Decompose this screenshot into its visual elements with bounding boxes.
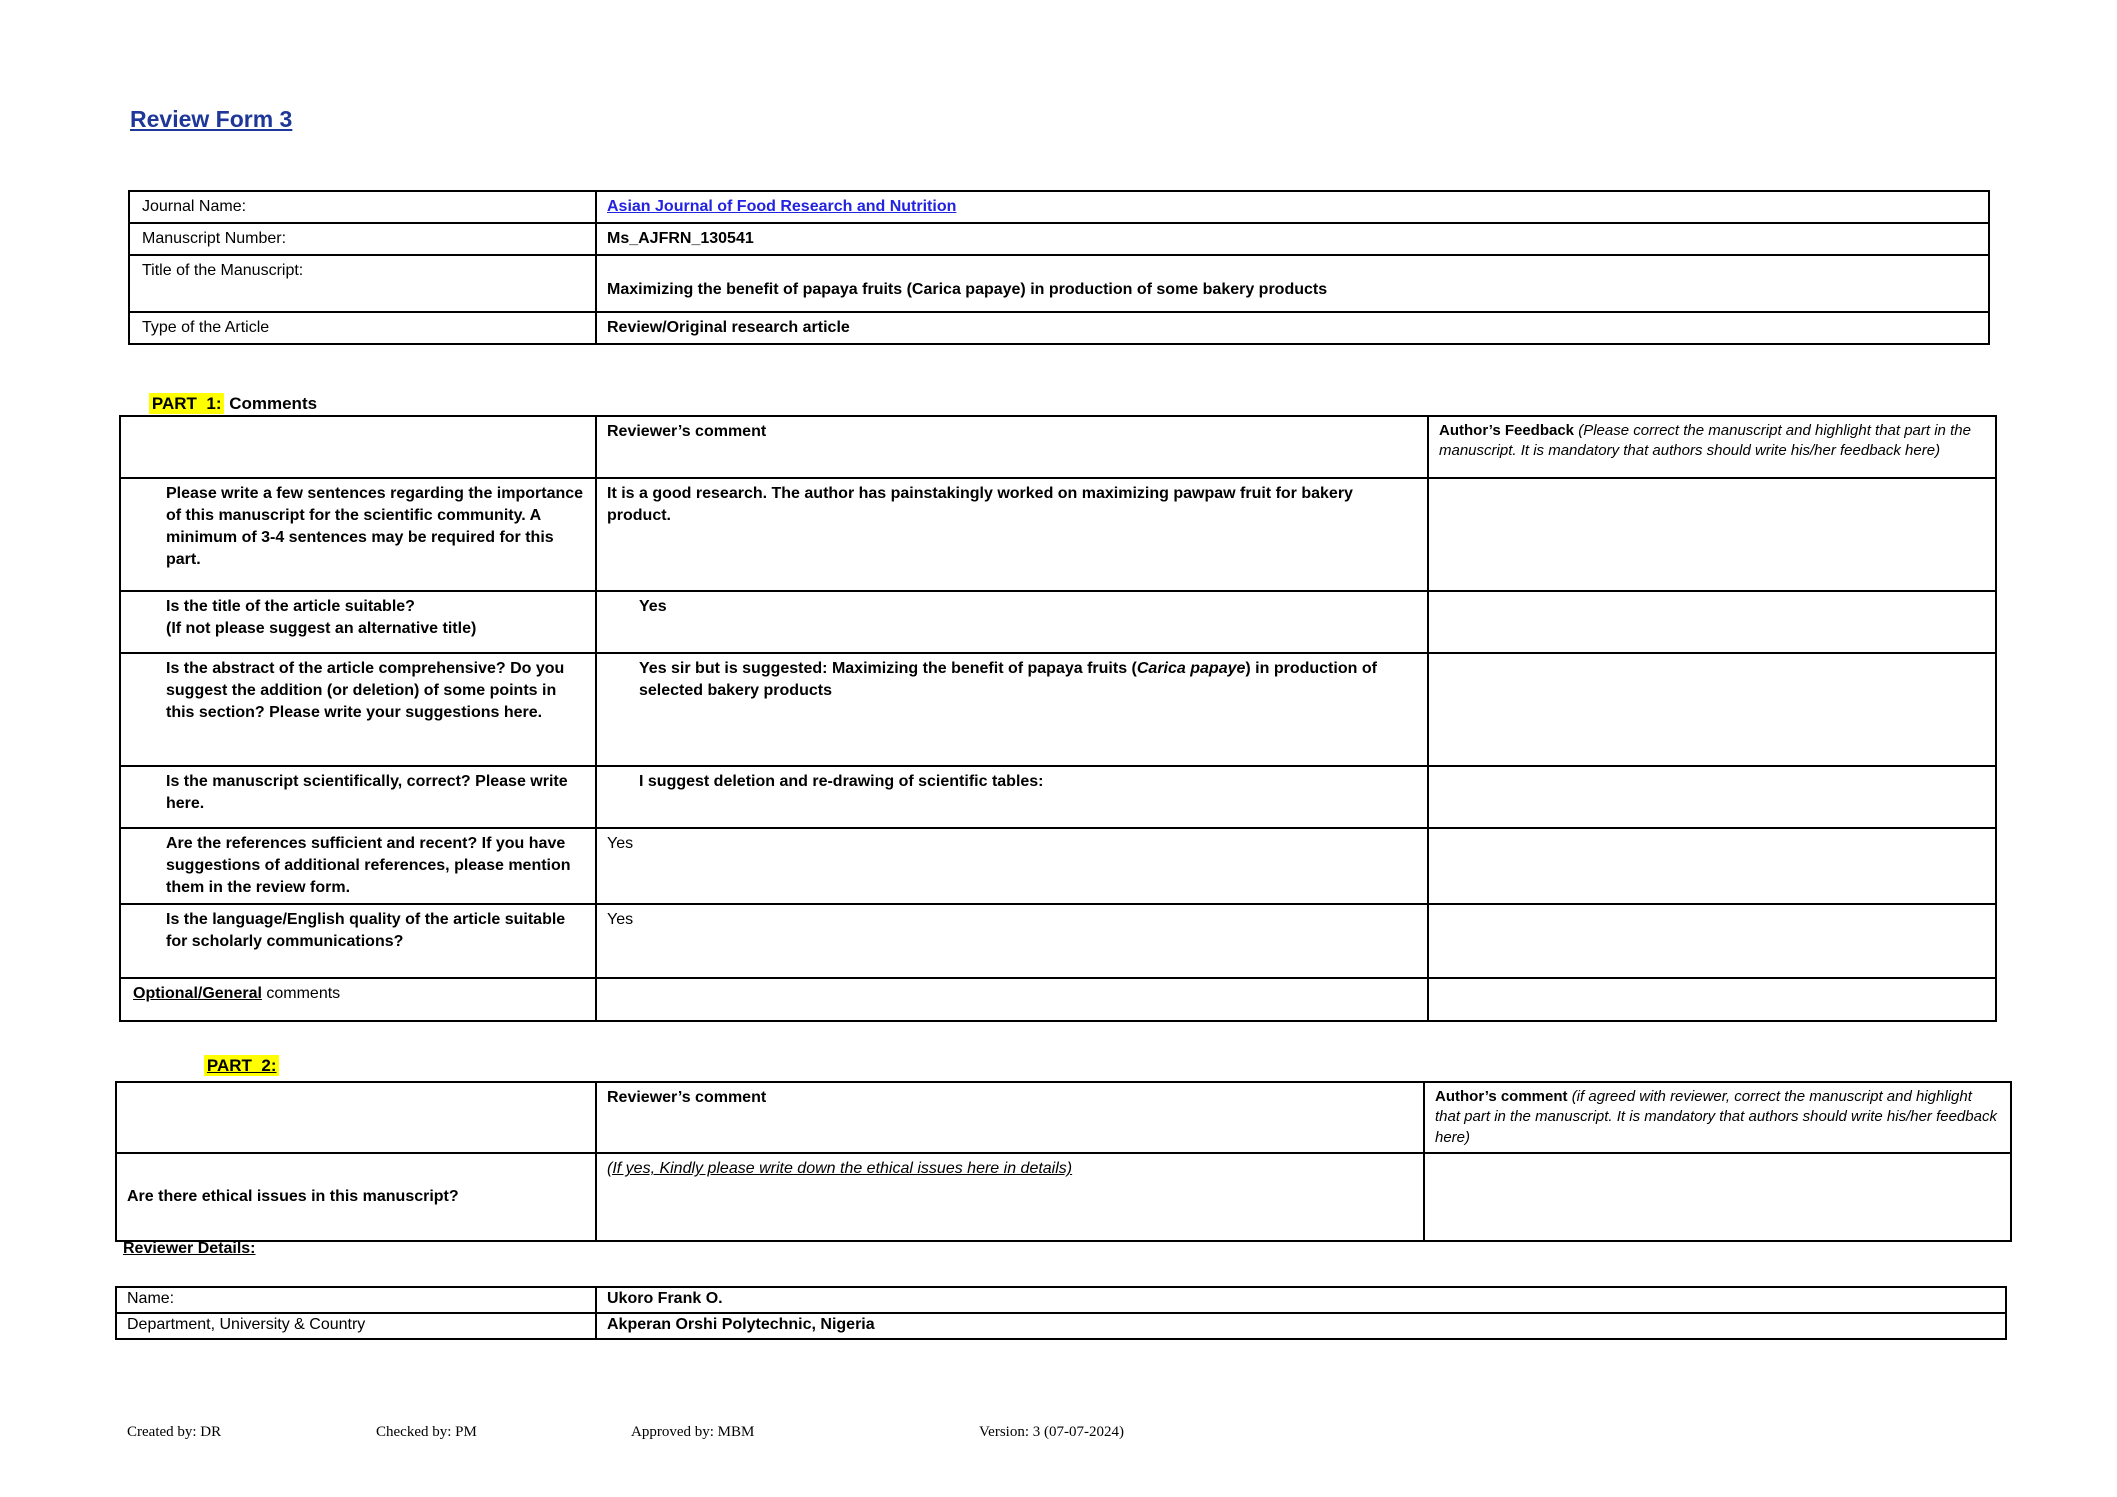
footer-created-by: Created by: DR <box>127 1424 222 1440</box>
table-row <box>129 223 1989 255</box>
reviewer-name-label: Name: <box>116 1287 596 1313</box>
question-language: Is the language/English quality of the article suitable for scholarly communications? <box>120 904 596 978</box>
manuscript-number-value: Ms_AJFRN_130541 <box>596 223 1989 255</box>
table-row <box>129 312 1989 344</box>
part1-heading-text: Comments <box>224 394 318 413</box>
question-title-suitable-line1: Is the title of the article suitable? <box>166 598 415 615</box>
part2-author-comment-header <box>1424 1082 2011 1153</box>
table-row <box>120 904 1996 978</box>
part2-heading-highlight: PART 2: <box>204 1055 280 1076</box>
table-row <box>120 478 1996 591</box>
part2-header-row <box>116 1082 2011 1153</box>
page-title: Review Form 3 <box>130 106 293 132</box>
answer-references: Yes <box>607 835 634 852</box>
question-importance: Please write a few sentences regarding the importance of this manuscript for the scientific community. A minimum of 3-4 sentences may be required for this part. <box>120 478 596 591</box>
table-row <box>120 766 1996 828</box>
table-row <box>120 653 1996 766</box>
author-feedback-cell <box>1428 978 1996 1021</box>
document-footer <box>0 1424 2117 1454</box>
reviewer-details-table <box>115 1286 2007 1340</box>
optional-comments-label-bold: Optional/General <box>133 985 262 1003</box>
answer-abstract-text-end: ) in production of selected bakery products <box>639 660 1377 700</box>
question-title-suitable <box>120 591 596 653</box>
footer-version: Version: 3 (07-07-2024) <box>979 1424 1124 1440</box>
answer-language: Yes <box>607 911 634 929</box>
table-row <box>116 1287 2006 1313</box>
question-abstract: Is the abstract of the article comprehensive? Do you suggest the addition (or deletion) of some points in this section? Please write your suggestions here. <box>120 653 596 766</box>
author-feedback-cell <box>1428 828 1996 904</box>
answer-scientific: I suggest deletion and re-drawing of scientific tables: <box>639 773 1044 790</box>
table-row <box>129 191 1989 223</box>
answer-abstract-species: Carica papaye <box>1136 660 1246 677</box>
author-feedback-cell <box>1428 904 1996 978</box>
optional-comments-label <box>120 978 596 1021</box>
author-feedback-cell <box>1428 766 1996 828</box>
manuscript-info-table <box>128 190 1990 345</box>
author-feedback-cell <box>1424 1153 2011 1241</box>
optional-comments-answer <box>596 978 1428 1021</box>
manuscript-title-value: Maximizing the benefit of papaya fruits (Carica papaye) in production of some bakery products <box>596 255 1989 312</box>
author-feedback-header-bold: Author’s Feedback <box>1439 422 1575 439</box>
reviewer-affiliation-value: Akperan Orshi Polytechnic, Nigeria <box>596 1313 2006 1339</box>
question-scientific: Is the manuscript scientifically, correct? Please write here. <box>120 766 596 828</box>
reviewer-details-heading: Reviewer Details: <box>123 1240 256 1257</box>
part1-header-empty-cell <box>120 416 596 478</box>
answer-importance: It is a good research. The author has painstakingly worked on maximizing pawpaw fruit for bakery product. <box>607 485 1353 525</box>
author-feedback-cell <box>1428 478 1996 591</box>
part1-header-row <box>120 416 1996 478</box>
table-row <box>120 828 1996 904</box>
reviewer-name-value: Ukoro Frank O. <box>596 1287 2006 1313</box>
journal-name-link[interactable]: Asian Journal of Food Research and Nutrition <box>607 198 957 215</box>
part1-heading-highlight: PART 1: <box>149 393 225 414</box>
part2-author-comment-header-bold: Author’s comment <box>1435 1088 1568 1105</box>
ethical-issues-hint: (If yes, Kindly please write down the ethical issues here in details) <box>607 1160 1073 1178</box>
journal-name-label: Journal Name: <box>129 191 596 223</box>
part2-header-empty-cell <box>116 1082 596 1153</box>
table-row <box>116 1153 2011 1241</box>
question-title-suitable-line2: (If not please suggest an alternative title) <box>166 620 477 638</box>
optional-comments-label-rest: comments <box>261 985 341 1003</box>
author-feedback-cell <box>1428 653 1996 766</box>
table-row <box>120 978 1996 1021</box>
answer-abstract <box>639 658 1417 702</box>
footer-approved-by: Approved by: MBM <box>631 1424 755 1440</box>
question-references: Are the references sufficient and recent? If you have suggestions of additional references, please mention them in the review form. <box>120 828 596 904</box>
answer-title-suitable: Yes <box>639 598 667 615</box>
author-feedback-cell <box>1428 591 1996 653</box>
reviewer-comment-header: Reviewer’s comment <box>596 416 1428 478</box>
reviewer-affiliation-label: Department, University & Country <box>116 1313 596 1339</box>
article-type-label: Type of the Article <box>129 312 596 344</box>
part2-ethics-table <box>115 1081 2012 1242</box>
table-row <box>120 591 1996 653</box>
question-ethical-issues: Are there ethical issues in this manuscript? <box>116 1153 596 1241</box>
footer-checked-by: Checked by: PM <box>376 1424 477 1440</box>
article-type-value: Review/Original research article <box>596 312 1989 344</box>
author-feedback-header <box>1428 416 1996 478</box>
author-feedback-header-note: (Please correct the manuscript and highlight that part in the manuscript. It is mandatory that authors should write his/her feedback here) <box>1439 422 1971 460</box>
part2-reviewer-comment-header: Reviewer’s comment <box>596 1082 1424 1153</box>
part1-comments-table <box>119 415 1997 1022</box>
table-row <box>129 255 1989 312</box>
manuscript-number-label: Manuscript Number: <box>129 223 596 255</box>
manuscript-title-label: Title of the Manuscript: <box>129 255 596 312</box>
table-row <box>116 1313 2006 1339</box>
part2-author-comment-header-note: (if agreed with reviewer, correct the manuscript and highlight that part in the manuscript. It is mandatory that authors should write his/her feedback here) <box>1435 1088 1997 1146</box>
answer-abstract-text: Yes sir but is suggested: Maximizing the benefit of papaya fruits ( <box>639 660 1137 677</box>
